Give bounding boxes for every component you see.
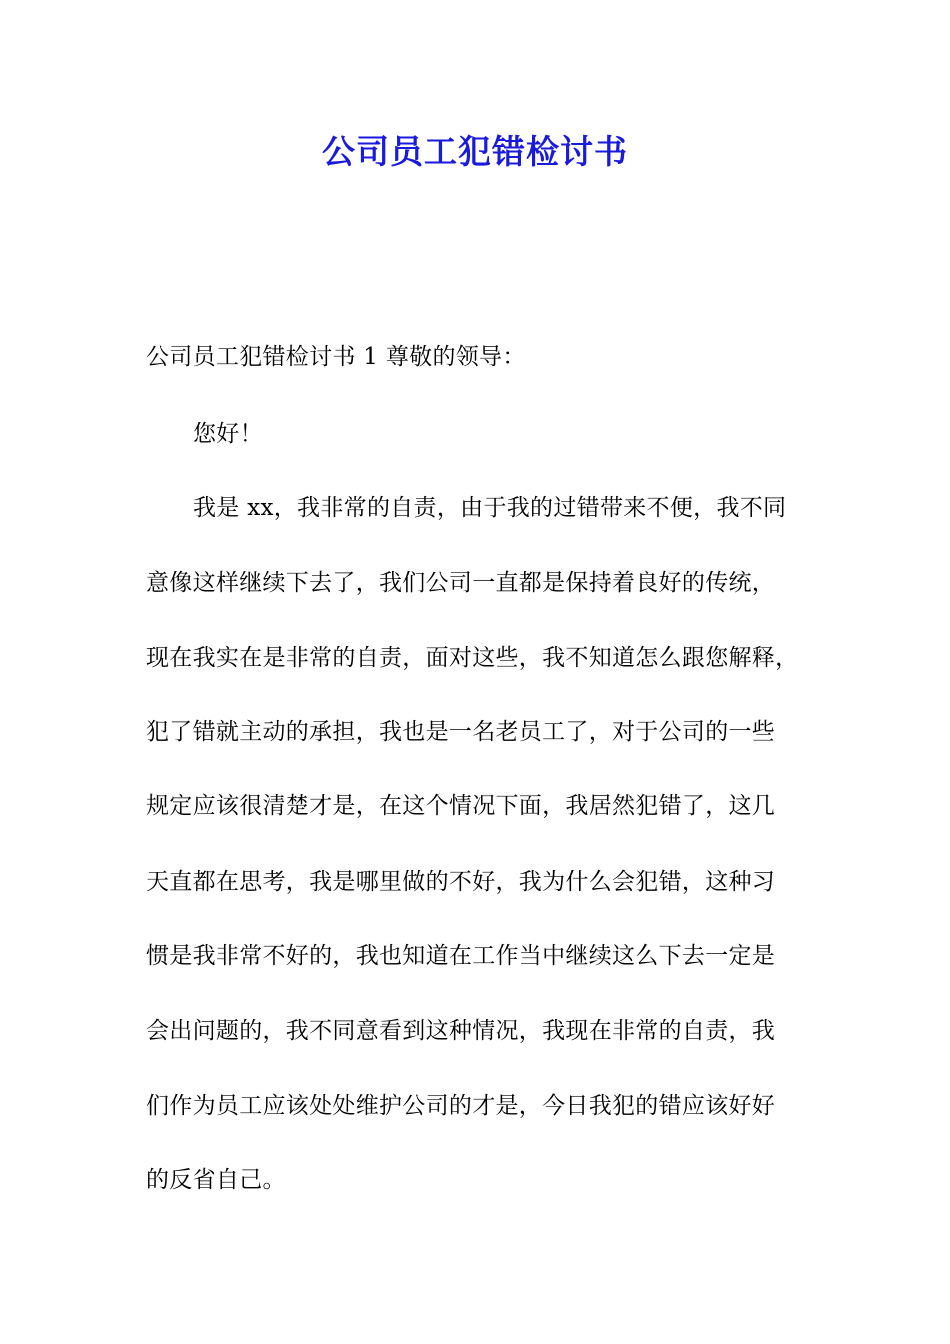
body-line-3: 现在我实在是非常的自责，面对这些，我不知道怎么跟您解释， xyxy=(146,645,799,671)
body-line-6: 天直都在思考，我是哪里做的不好，我为什么会犯错，这种习 xyxy=(146,869,776,895)
heading-line: 公司员工犯错检讨书 1 尊敬的领导： xyxy=(146,344,526,370)
body-line-4: 犯了错就主动的承担，我也是一名老员工了，对于公司的一些 xyxy=(146,719,776,745)
body-line-9: 们作为员工应该处处维护公司的才是，今日我犯的错应该好好 xyxy=(146,1093,776,1119)
body-line-2: 意像这样继续下去了，我们公司一直都是保持着良好的传统， xyxy=(146,570,776,596)
body-line-1: 我是 xx，我非常的自责，由于我的过错带来不便，我不同 xyxy=(193,495,787,521)
body-line-10: 的反省自己。 xyxy=(146,1167,286,1193)
body-line-8: 会出问题的，我不同意看到这种情况，我现在非常的自责，我 xyxy=(146,1018,776,1044)
body-line-5: 规定应该很清楚才是，在这个情况下面，我居然犯错了，这几 xyxy=(146,793,776,819)
body-line-7: 惯是我非常不好的，我也知道在工作当中继续这么下去一定是 xyxy=(146,943,776,969)
greeting: 您好！ xyxy=(193,421,263,447)
document-title: 公司员工犯错检讨书 xyxy=(322,132,628,171)
